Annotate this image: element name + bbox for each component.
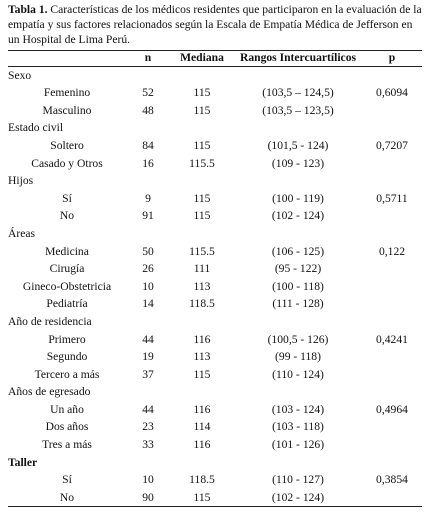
cell-n: 10 bbox=[142, 279, 154, 293]
cell-p bbox=[362, 155, 422, 173]
cell-rango: (109 - 123) bbox=[271, 156, 325, 170]
cell-p bbox=[362, 348, 422, 366]
table-caption-text: Características de los médicos residentes que participaron en la evaluación de la empatía y sus factores relacionados según la Escala de Empatía Médica de Jefferson en un Hospital de Lima Perú. bbox=[8, 3, 422, 47]
cell-p bbox=[362, 489, 422, 507]
row-label: Segundo bbox=[46, 350, 88, 364]
cell-rango: (102 - 124) bbox=[271, 490, 325, 504]
table-row bbox=[8, 137, 422, 155]
cell-mediana: 116 bbox=[193, 402, 211, 416]
cell-p: 0,6094 bbox=[376, 86, 408, 100]
cell-n: 9 bbox=[145, 191, 151, 205]
header-mediana: Mediana bbox=[170, 50, 234, 66]
row-label: Cirugía bbox=[49, 262, 85, 276]
cell-n: 44 bbox=[142, 332, 154, 346]
cell-p bbox=[362, 366, 422, 384]
row-label: Femenino bbox=[43, 86, 91, 100]
cell-rango: (101 - 126) bbox=[271, 438, 325, 452]
cell-mediana: 113 bbox=[193, 279, 211, 293]
header-n: n bbox=[126, 50, 170, 66]
category-row bbox=[8, 225, 422, 243]
cell-rango: (106 - 125) bbox=[271, 244, 325, 258]
cell-n: 23 bbox=[142, 420, 154, 434]
row-label: Un año bbox=[50, 402, 84, 416]
row-label: Tercero a más bbox=[34, 367, 100, 381]
cell-rango: (103,5 – 124,5) bbox=[262, 86, 334, 100]
row-label: Masculino bbox=[42, 103, 92, 117]
cell-rango: (103 - 118) bbox=[272, 420, 324, 434]
category-label: Hijos bbox=[8, 174, 34, 188]
cell-rango: (100 - 119) bbox=[272, 191, 324, 205]
table-row bbox=[8, 260, 422, 278]
cell-mediana: 115 bbox=[193, 138, 211, 152]
category-row bbox=[8, 383, 422, 401]
table-row bbox=[8, 401, 422, 419]
cell-n: 52 bbox=[142, 86, 154, 100]
cell-mediana: 116 bbox=[193, 332, 211, 346]
cell-mediana: 118.5 bbox=[189, 473, 215, 487]
cell-rango: (100 - 118) bbox=[272, 279, 324, 293]
row-label: Tres a más bbox=[42, 438, 92, 452]
cell-p: 0,7207 bbox=[376, 138, 408, 152]
table-row bbox=[8, 295, 422, 313]
cell-mediana: 115 bbox=[193, 86, 211, 100]
cell-mediana: 116 bbox=[193, 438, 211, 452]
category-row bbox=[8, 66, 422, 84]
table-caption-label: Tabla 1. bbox=[8, 3, 48, 16]
cell-n: 14 bbox=[142, 297, 154, 311]
cell-n: 10 bbox=[142, 473, 154, 487]
row-label: Sí bbox=[62, 191, 72, 205]
cell-p bbox=[362, 418, 422, 436]
table-header-row bbox=[8, 50, 422, 66]
cell-n: 44 bbox=[142, 402, 154, 416]
row-label: Gineco-Obstetricia bbox=[22, 279, 112, 293]
row-label: Casado y Otros bbox=[31, 156, 103, 170]
cell-rango: (101,5 - 124) bbox=[267, 138, 329, 152]
table-row bbox=[8, 207, 422, 225]
cell-p: 0,4964 bbox=[376, 402, 408, 416]
category-label: Estado civil bbox=[8, 121, 64, 135]
table-row bbox=[8, 471, 422, 489]
cell-n: 37 bbox=[142, 367, 154, 381]
cell-p bbox=[362, 295, 422, 313]
category-row bbox=[8, 119, 422, 137]
category-label: Sexo bbox=[8, 68, 32, 82]
cell-n: 50 bbox=[142, 244, 154, 258]
cell-rango: (95 - 122) bbox=[274, 262, 322, 276]
cell-p: 0,3854 bbox=[376, 473, 408, 487]
row-label: Medicina bbox=[45, 244, 89, 258]
category-row bbox=[8, 313, 422, 331]
document-page bbox=[8, 2, 422, 507]
cell-rango: (102 - 124) bbox=[271, 209, 325, 223]
table-row bbox=[8, 418, 422, 436]
cell-rango: (103 - 124) bbox=[271, 402, 325, 416]
header-p: p bbox=[362, 50, 422, 66]
table-caption bbox=[8, 2, 422, 48]
cell-rango: (100,5 - 126) bbox=[267, 332, 329, 346]
row-label: Pediatría bbox=[46, 297, 88, 311]
cell-mediana: 115.5 bbox=[189, 156, 215, 170]
row-label: Dos años bbox=[45, 420, 89, 434]
row-label: No bbox=[59, 209, 75, 223]
cell-p: 0,4241 bbox=[376, 332, 408, 346]
cell-mediana: 115 bbox=[193, 103, 211, 117]
cell-mediana: 111 bbox=[193, 262, 211, 276]
cell-p bbox=[362, 260, 422, 278]
row-label: No bbox=[59, 490, 75, 504]
row-label: Sí bbox=[62, 473, 72, 487]
cell-p bbox=[362, 278, 422, 296]
header-rango: Rangos Intercuartílicos bbox=[234, 50, 362, 66]
cell-rango: (110 - 127) bbox=[272, 473, 324, 487]
cell-mediana: 115.5 bbox=[189, 244, 215, 258]
category-label: Áreas bbox=[8, 226, 36, 240]
cell-rango: (111 - 128) bbox=[272, 297, 324, 311]
category-label: Taller bbox=[8, 455, 38, 469]
cell-p: 0,122 bbox=[378, 244, 406, 258]
table-row bbox=[8, 331, 422, 349]
cell-p bbox=[362, 102, 422, 120]
header-label bbox=[8, 50, 126, 66]
table-row bbox=[8, 190, 422, 208]
row-label: Primero bbox=[48, 332, 86, 346]
category-row bbox=[8, 172, 422, 190]
cell-n: 16 bbox=[142, 156, 154, 170]
table-row bbox=[8, 348, 422, 366]
cell-rango: (99 - 118) bbox=[275, 350, 321, 364]
table-row bbox=[8, 489, 422, 507]
cell-n: 90 bbox=[142, 490, 154, 504]
table-row bbox=[8, 436, 422, 454]
cell-p bbox=[362, 436, 422, 454]
cell-rango: (103,5 – 123,5) bbox=[262, 103, 334, 117]
table-row bbox=[8, 366, 422, 384]
cell-mediana: 115 bbox=[193, 191, 211, 205]
row-label: Soltero bbox=[50, 138, 84, 152]
cell-mediana: 115 bbox=[193, 367, 211, 381]
cell-mediana: 114 bbox=[193, 420, 211, 434]
category-label: Años de egresado bbox=[8, 385, 91, 399]
cell-n: 33 bbox=[142, 438, 154, 452]
table-row bbox=[8, 278, 422, 296]
table-row bbox=[8, 243, 422, 261]
cell-p: 0,5711 bbox=[376, 191, 408, 205]
cell-n: 48 bbox=[142, 103, 154, 117]
characteristics-table bbox=[8, 50, 422, 508]
cell-n: 84 bbox=[142, 138, 154, 152]
cell-mediana: 115 bbox=[193, 490, 211, 504]
cell-n: 26 bbox=[142, 262, 154, 276]
table-row bbox=[8, 102, 422, 120]
cell-n: 91 bbox=[142, 209, 154, 223]
cell-n: 19 bbox=[142, 350, 154, 364]
cell-mediana: 115 bbox=[193, 209, 211, 223]
category-row bbox=[8, 454, 422, 472]
table-row bbox=[8, 84, 422, 102]
cell-mediana: 118.5 bbox=[189, 297, 215, 311]
cell-mediana: 113 bbox=[193, 350, 211, 364]
table-body bbox=[8, 66, 422, 507]
cell-p bbox=[362, 207, 422, 225]
cell-rango: (110 - 124) bbox=[272, 367, 324, 381]
category-label: Año de residencia bbox=[8, 314, 92, 328]
table-row bbox=[8, 155, 422, 173]
